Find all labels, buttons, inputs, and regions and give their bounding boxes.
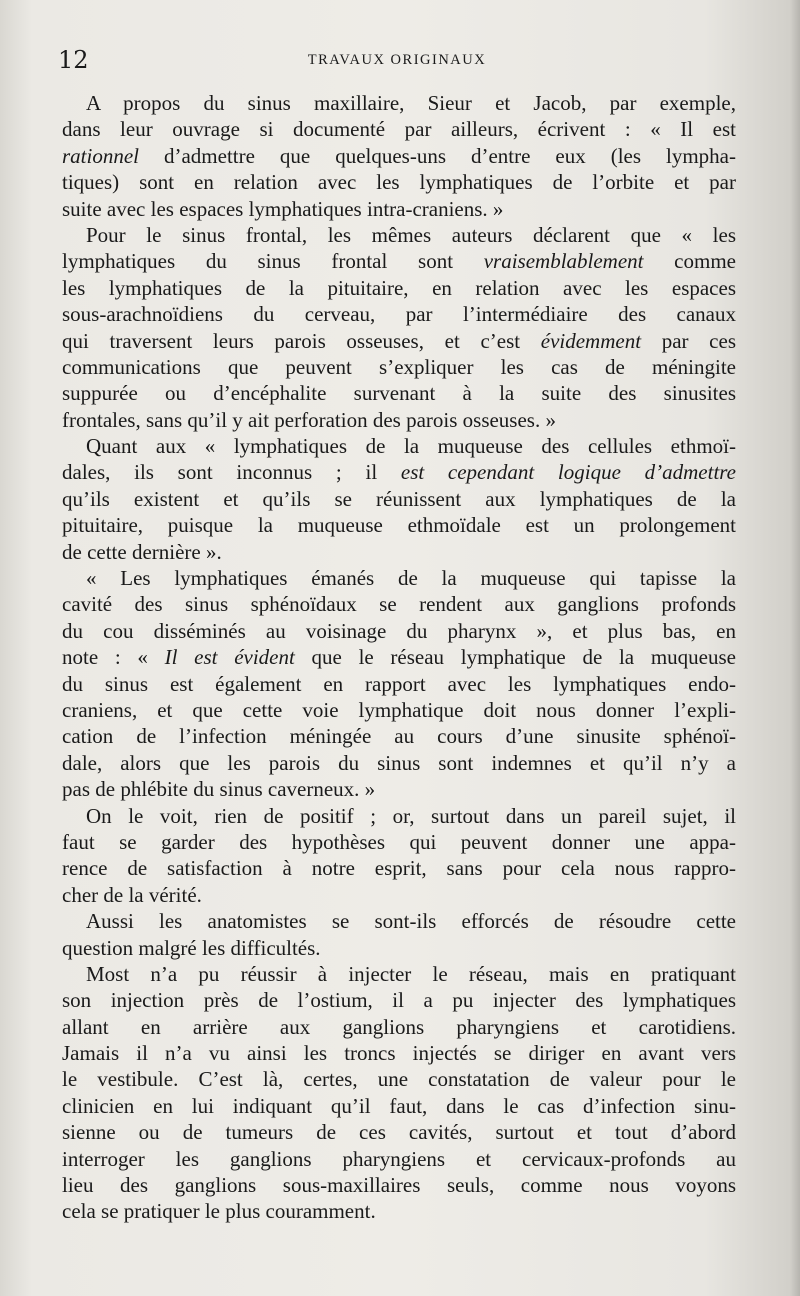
text-line: suppurée ou d’encéphalite survenant à la suite des sinusites [62, 381, 736, 406]
text-line: dales, ils sont inconnus ; il est cependant logique d’admettre [62, 460, 736, 485]
text-line: les lymphatiques de la pituitaire, en relation avec les espaces [62, 275, 736, 300]
text-line: sous-arachnoïdiens du cerveau, par l’intermédiaire des canaux [62, 302, 736, 327]
running-title: TRAVAUX ORIGINAUX [307, 52, 487, 68]
text-line: son injection près de l’ostium, il a pu injecter des lymphatiques [62, 988, 736, 1013]
text-line: rence de satisfaction à notre esprit, sans pour cela nous rappro- [62, 856, 736, 881]
text-line: tiques) sont en relation avec les lymphatiques de l’orbite et par [62, 170, 736, 195]
text-line: question malgré les difficultés. [62, 935, 321, 960]
text-line: On le voit, rien de positif ; or, surtout dans un pareil sujet, il [86, 803, 736, 828]
text-line: qu’ils existent et qu’ils se réunissent aux lymphatiques de la [62, 486, 736, 511]
text-line: le vestibule. C’est là, certes, une constatation de valeur pour le [62, 1067, 736, 1092]
text-line: cela se pratiquer le plus couramment. [62, 1199, 376, 1224]
text-line: Pour le sinus frontal, les mêmes auteurs déclarent que « les [86, 222, 736, 247]
text-line: clinicien en lui indiquant qu’il faut, dans le cas d’infection sinu- [62, 1093, 736, 1118]
text-line: A propos du sinus maxillaire, Sieur et Jacob, par exemple, [86, 91, 736, 115]
text-line: « Les lymphatiques émanés de la muqueuse qui tapisse la [86, 566, 736, 591]
text-line: cation de l’infection méningée au cours d’une sinusite sphénoï- [62, 724, 736, 749]
text-line: frontales, sans qu’il y ait perforation des parois osseuses. » [62, 407, 556, 432]
text-line: pituitaire, puisque la muqueuse ethmoïdale est un prolongement [62, 513, 736, 538]
text-line: interroger les ganglions pharyngiens et cervicaux-profonds au [62, 1146, 736, 1171]
text-line: Jamais il n’a vu ainsi les troncs injectés se diriger en avant vers [62, 1041, 736, 1066]
text-line: qui traversent leurs parois osseuses, et c’est évidemment par ces [62, 328, 736, 353]
text-line: Aussi les anatomistes se sont-ils efforcés de résoudre cette [86, 909, 736, 934]
page-edge-shadow [790, 0, 800, 1296]
text-line: lymphatiques du sinus frontal sont vraisemblablement comme [62, 249, 736, 274]
text-line: Most n’a pu réussir à injecter le réseau, mais en pratiquant [86, 961, 736, 986]
text-line: sienne ou de tumeurs de ces cavités, surtout et tout d’abord [62, 1120, 736, 1145]
text-line: de cette dernière ». [62, 539, 222, 564]
page-number: 12 [58, 46, 89, 74]
text-line: craniens, et que cette voie lymphatique doit nous donner l’expli- [62, 697, 736, 722]
text-line: faut se garder des hypothèses qui peuvent donner une appa- [62, 829, 736, 854]
text-line: dans leur ouvrage si documenté par ailleurs, écrivent : « Il est [62, 117, 736, 142]
text-line: du cou disséminés au voisinage du pharynx », et plus bas, en [62, 618, 736, 643]
text-line: suite avec les espaces lymphatiques intra-craniens. » [62, 196, 504, 221]
text-line: lieu des ganglions sous-maxillaires seuls, comme nous voyons [62, 1173, 736, 1198]
text-line: Quant aux « lymphatiques de la muqueuse des cellules ethmoï- [86, 434, 736, 459]
text-line: dale, alors que les parois du sinus sont indemnes et qu’il n’y a [62, 750, 736, 775]
text-line: note : « Il est évident que le réseau lymphatique de la muqueuse [62, 645, 736, 670]
text-line: rationnel d’admettre que quelques-uns d’entre eux (les lympha- [62, 143, 736, 168]
body-text [62, 90, 736, 1225]
text-line: communications que peuvent s’expliquer les cas de méningite [62, 354, 736, 379]
text-line: cher de la vérité. [62, 882, 202, 907]
text-line: pas de phlébite du sinus caverneux. » [62, 777, 376, 802]
text-line: allant en arrière aux ganglions pharyngiens et carotidiens. [62, 1014, 736, 1039]
page-header [58, 46, 736, 76]
text-line: cavité des sinus sphénoïdaux se rendent aux ganglions profonds [62, 592, 736, 617]
text-line: du sinus est également en rapport avec les lymphatiques endo- [62, 671, 736, 696]
